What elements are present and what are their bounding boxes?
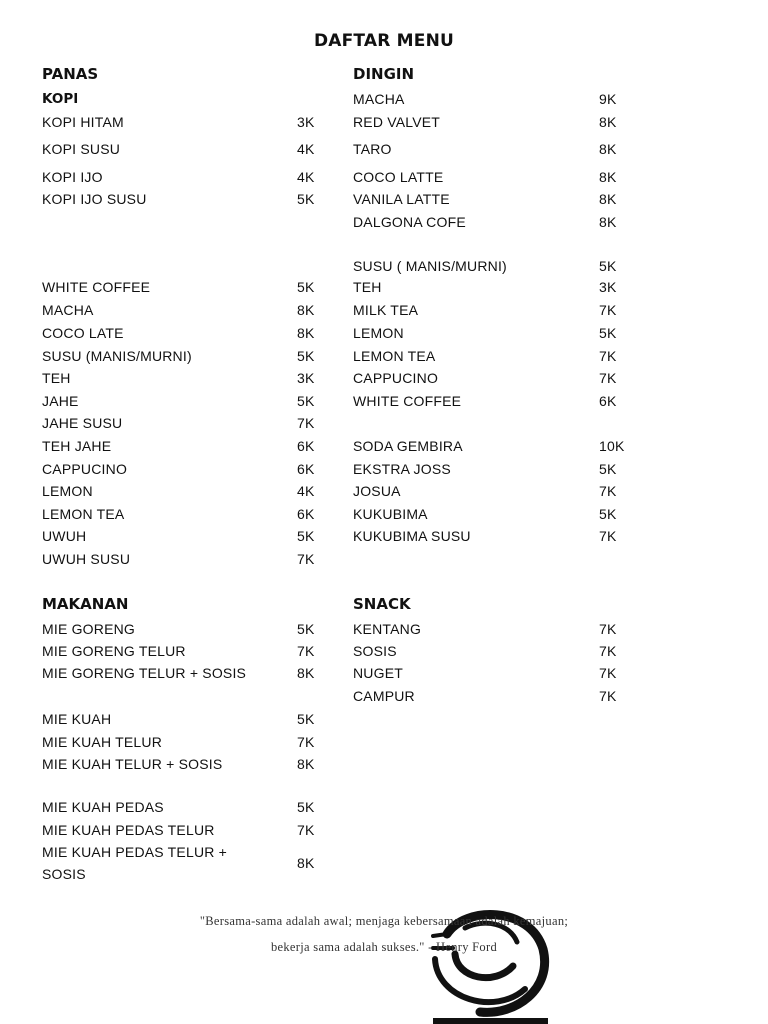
item-name: KUKUBIMA SUSU <box>353 528 471 544</box>
section-heading-panas: PANAS <box>42 65 99 83</box>
item-name: LEMON TEA <box>42 506 125 522</box>
item-price: 5K <box>297 348 315 364</box>
item-price: 7K <box>599 621 617 637</box>
item-price: 7K <box>599 528 617 544</box>
item-name: DALGONA COFE <box>353 214 466 230</box>
item-name: COCO LATE <box>42 325 124 341</box>
item-name: TEH <box>353 279 382 295</box>
item-price: 5K <box>297 621 315 637</box>
item-price: 5K <box>599 506 617 522</box>
item-name: TEH JAHE <box>42 438 112 454</box>
item-price: 6K <box>599 393 617 409</box>
item-price: 7K <box>599 302 617 318</box>
page-title: DAFTAR MENU <box>313 31 455 51</box>
item-price: 5K <box>297 711 315 727</box>
item-name: LEMON TEA <box>353 348 436 364</box>
item-price: 5K <box>599 461 617 477</box>
item-name: MIE GORENG TELUR <box>42 643 186 659</box>
item-price: 7K <box>599 688 617 704</box>
item-name: MIE KUAH PEDAS TELUR + SOSIS <box>42 844 228 882</box>
item-price: 7K <box>599 643 617 659</box>
item-price: 8K <box>599 141 617 157</box>
item-price: 8K <box>297 665 315 681</box>
item-price: 8K <box>599 114 617 130</box>
item-name: EKSTRA JOSS <box>353 461 451 477</box>
item-name: CAPPUCINO <box>42 461 128 477</box>
item-name: JAHE <box>42 393 79 409</box>
item-price: 8K <box>297 325 315 341</box>
item-name: KENTANG <box>353 621 422 637</box>
item-name: LEMON <box>42 483 93 499</box>
item-name: UWUH SUSU <box>42 551 131 567</box>
item-price: 7K <box>297 734 315 750</box>
item-name: JOSUA <box>353 483 401 499</box>
item-name: CAMPUR <box>353 688 415 704</box>
item-price: 5K <box>599 258 617 274</box>
item-name: COCO LATTE <box>353 169 444 185</box>
item-price: 9K <box>599 91 617 107</box>
item-name: SOSIS <box>353 643 397 659</box>
item-price: 8K <box>297 302 315 318</box>
item-name: NUGET <box>353 665 403 681</box>
item-price: 3K <box>297 114 315 130</box>
item-name: MIE KUAH PEDAS <box>42 799 164 815</box>
item-price: 4K <box>297 169 315 185</box>
item-name: JAHE SUSU <box>42 415 123 431</box>
item-name: LEMON <box>353 325 404 341</box>
item-price: 8K <box>599 191 617 207</box>
item-name: TEH <box>42 370 71 386</box>
item-name: MIE KUAH <box>42 711 112 727</box>
item-price: 10K <box>599 438 625 454</box>
item-price: 7K <box>297 551 315 567</box>
item-name: CAPPUCINO <box>353 370 439 386</box>
item-price: 7K <box>599 665 617 681</box>
item-name: RED VALVET <box>353 114 441 130</box>
item-name: KOPI HITAM <box>42 114 124 130</box>
item-price: 4K <box>297 141 315 157</box>
item-name: KOPI IJO SUSU <box>42 191 147 207</box>
item-price: 5K <box>297 393 315 409</box>
item-price: 6K <box>297 461 315 477</box>
item-price: 8K <box>599 169 617 185</box>
item-name: SUSU (MANIS/MURNI) <box>42 348 192 364</box>
item-name: VANILA LATTE <box>353 191 450 207</box>
item-name: WHITE COFFEE <box>353 393 462 409</box>
item-price: 7K <box>297 822 315 838</box>
item-name: MIE KUAH PEDAS TELUR <box>42 822 215 838</box>
item-name: KOPI IJO <box>42 169 103 185</box>
item-price: 5K <box>297 279 315 295</box>
item-price: 5K <box>599 325 617 341</box>
item-price: 3K <box>599 279 617 295</box>
item-price: 7K <box>599 483 617 499</box>
item-price: 3K <box>297 370 315 386</box>
item-price: 7K <box>599 370 617 386</box>
item-name: KOPI SUSU <box>42 141 121 157</box>
item-name: MILK TEA <box>353 302 419 318</box>
item-price: 8K <box>599 214 617 230</box>
section-heading-makanan: MAKANAN <box>42 595 129 613</box>
quote-line-1: "Bersama-sama adalah awal; menjaga kebersamaan adalah kemajuan; <box>199 914 569 928</box>
item-price: 5K <box>297 528 315 544</box>
item-price: 8K <box>297 756 315 772</box>
item-price: 5K <box>297 799 315 815</box>
item-price: 6K <box>297 506 315 522</box>
item-price: 5K <box>297 191 315 207</box>
section-heading-snack: SNACK <box>353 595 411 613</box>
item-price: 6K <box>297 438 315 454</box>
item-price: 8K <box>297 855 315 871</box>
item-name: MACHA <box>42 302 94 318</box>
item-name: MIE GORENG <box>42 621 136 637</box>
item-name: MIE KUAH TELUR + SOSIS <box>42 756 223 772</box>
item-name: MIE KUAH TELUR <box>42 734 163 750</box>
item-name: MIE GORENG TELUR + SOSIS <box>42 665 247 681</box>
item-name: SUSU ( MANIS/MURNI) <box>353 258 507 274</box>
subheading-kopi: KOPI <box>42 91 79 107</box>
item-name: WHITE COFFEE <box>42 279 151 295</box>
item-name: TARO <box>353 141 392 157</box>
item-name: UWUH <box>42 528 87 544</box>
item-name: KUKUBIMA <box>353 506 428 522</box>
item-name: SODA GEMBIRA <box>353 438 463 454</box>
item-price: 7K <box>297 643 315 659</box>
section-heading-dingin: DINGIN <box>353 65 415 83</box>
item-name: MACHA <box>353 91 405 107</box>
item-price: 7K <box>599 348 617 364</box>
item-price: 4K <box>297 483 315 499</box>
item-price: 7K <box>297 415 315 431</box>
quote-line-2: bekerja sama adalah sukses." - Henry Ford <box>270 940 497 954</box>
